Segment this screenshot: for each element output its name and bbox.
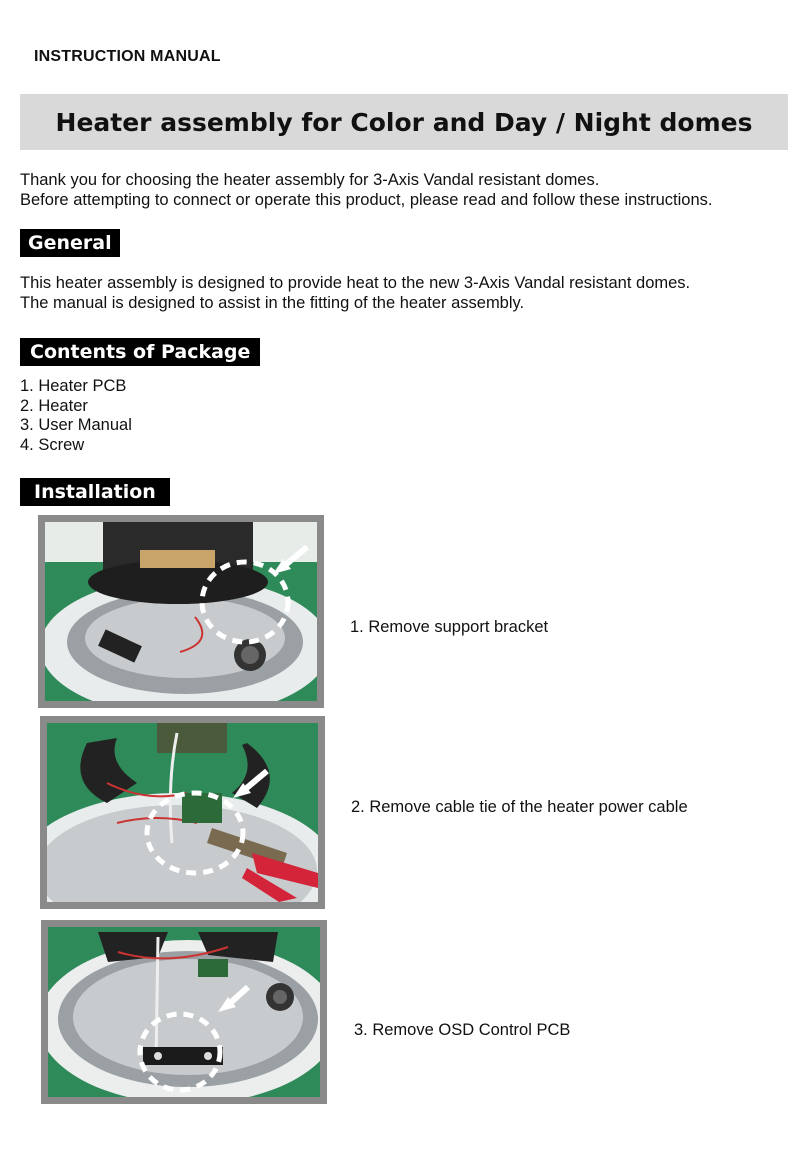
section-installation-heading: Installation xyxy=(20,478,170,506)
list-item: 3. User Manual xyxy=(20,416,132,435)
title-bar xyxy=(20,94,788,150)
intro-paragraph xyxy=(20,170,790,210)
cable-tie-photo-icon xyxy=(47,723,318,902)
list-item: 2. Heater xyxy=(20,396,88,415)
step-1-caption: 1. Remove support bracket xyxy=(350,618,549,636)
dome-bracket-photo-icon xyxy=(45,522,317,701)
step-1-photo xyxy=(38,515,324,708)
section-contents-heading: Contents of Package xyxy=(20,338,260,366)
intro-line-1: Thank you for choosing the heater assembly for 3-Axis Vandal resistant domes. xyxy=(20,171,600,189)
list-item: 1. Heater PCB xyxy=(20,377,127,395)
page-title: Heater assembly for Color and Day / Night domes xyxy=(55,107,753,137)
osd-pcb-photo-icon xyxy=(48,927,320,1097)
list-item: 4. Screw xyxy=(20,436,85,455)
doc-type-label: INSTRUCTION MANUAL xyxy=(34,48,221,65)
step-3-caption: 3. Remove OSD Control PCB xyxy=(354,1021,571,1039)
general-line-2: The manual is designed to assist in the fitting of the heater assembly. xyxy=(20,294,525,312)
package-contents-list xyxy=(20,377,132,456)
general-line-1: This heater assembly is designed to provide heat to the new 3-Axis Vandal resistant domes. xyxy=(20,274,691,292)
general-paragraph xyxy=(20,273,790,313)
step-2-caption: 2. Remove cable tie of the heater power cable xyxy=(351,798,688,816)
step-3-photo xyxy=(41,920,327,1104)
intro-line-2: Before attempting to connect or operate this product, please read and follow these instructions. xyxy=(20,191,713,209)
step-2-photo xyxy=(40,716,325,909)
section-general-heading: General xyxy=(20,229,120,257)
